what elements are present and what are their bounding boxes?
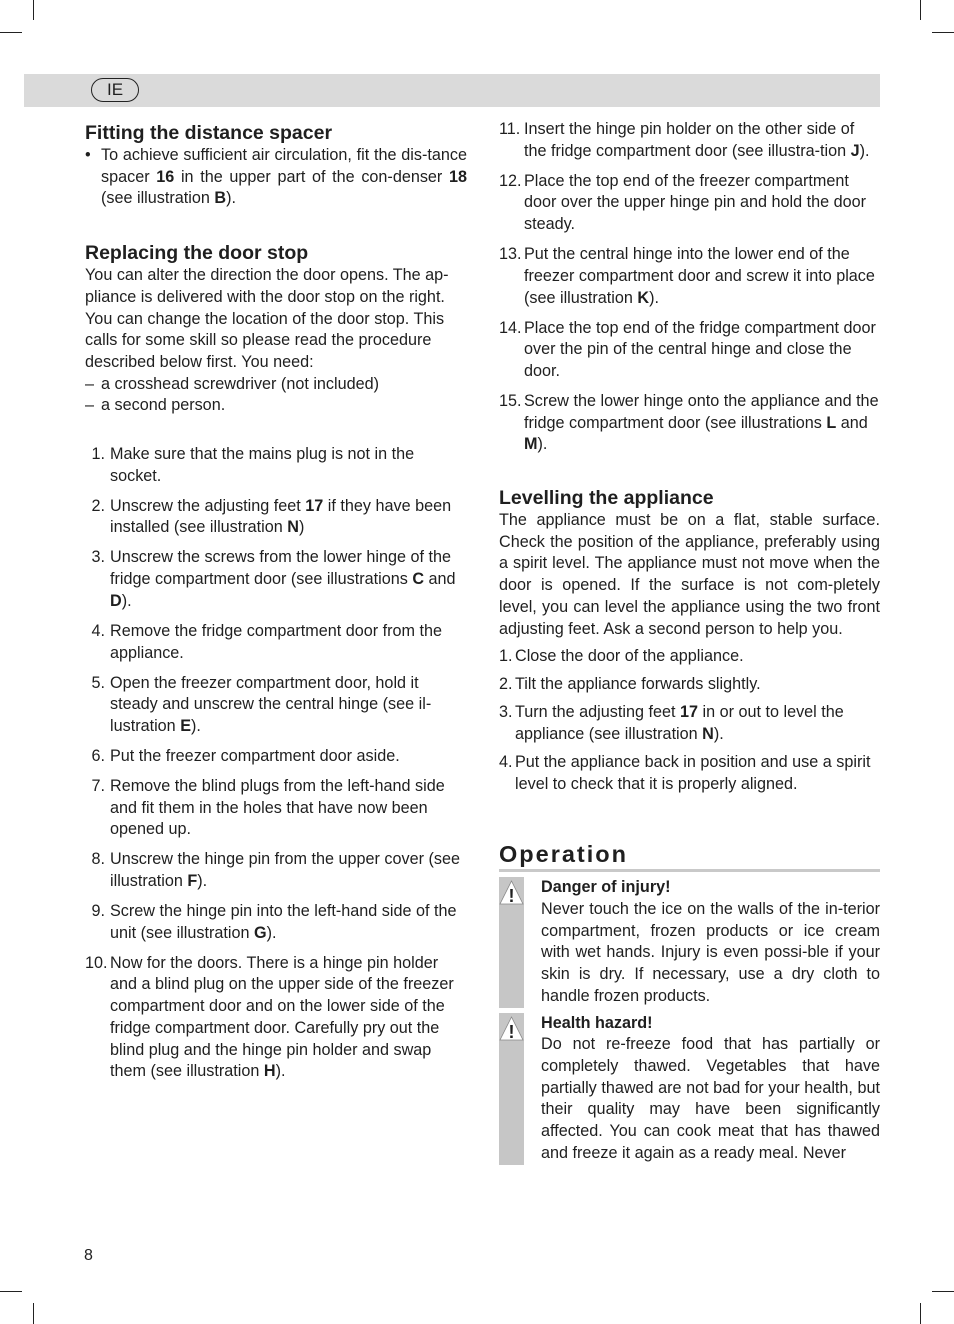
text: ). (713, 724, 724, 743)
illustration-ref: G (253, 923, 267, 942)
illustration-ref: M (524, 435, 538, 454)
list-item (85, 673, 467, 738)
text: Put the central hinge into the lower end of the freezer compartment door and screw it into place (see illustration (524, 245, 875, 307)
text: ). (191, 716, 201, 735)
text: and (836, 413, 868, 432)
spacer-bullet (85, 145, 467, 210)
step-number: 6. (91, 746, 105, 765)
text: a second person. (101, 396, 226, 415)
text: if they have been installed (see illustration (110, 496, 452, 537)
step-number: 3. (91, 548, 105, 567)
crop-mark (0, 1291, 22, 1292)
illustration-ref: N (287, 518, 299, 537)
illustration-ref: H (263, 1062, 276, 1081)
ref-number: 17 (305, 496, 324, 515)
section-heading-spacer: Fitting the distance spacer (85, 122, 333, 144)
list-item (499, 646, 880, 668)
list-item (85, 746, 467, 768)
ref-number: 17 (679, 703, 698, 722)
right-column (499, 119, 880, 1165)
language-badge: IE (91, 78, 139, 102)
list-item (85, 547, 467, 612)
step-number: 2. (91, 496, 105, 515)
left-column (85, 121, 467, 1091)
list-item (85, 776, 467, 841)
text: a crosshead screwdriver (not included) (101, 374, 380, 393)
illustration-ref: N (702, 724, 714, 743)
crop-mark (920, 1303, 921, 1324)
section-heading-door-stop: Replacing the door stop (85, 242, 309, 265)
crop-mark (932, 32, 954, 33)
illustration-ref: J (850, 141, 860, 160)
levelling-intro: The appliance must be on a flat, stable surface. Check the position of the appliance, preferably using a spirit level. The appliance must not move when the door is opened. If the surface is not com-pletely level, you can level the appliance using the two front adjusting feet. Ask a second person to help you. (499, 511, 880, 638)
warning-triangle-icon (499, 877, 524, 907)
list-item (499, 318, 880, 383)
text: ). (266, 923, 277, 942)
door-stop-steps-continued (499, 119, 880, 456)
need-item (85, 374, 467, 396)
svg-text:!: ! (508, 886, 515, 907)
crop-mark (33, 1303, 34, 1324)
list-item (499, 244, 880, 309)
text: ). (859, 141, 870, 160)
list-item (499, 674, 880, 696)
step-number: 5. (91, 673, 105, 692)
crop-mark (920, 0, 921, 20)
list-item (499, 702, 880, 745)
bullet-mark: • (85, 146, 91, 164)
step-number: 12. (499, 171, 522, 190)
warning-box (499, 1013, 880, 1165)
door-stop-steps (85, 444, 467, 1083)
text: ). (226, 189, 236, 208)
dash-mark: – (85, 396, 95, 415)
dash-mark: – (85, 374, 95, 393)
step-number: 1. (91, 445, 105, 464)
text: Remove the blind plugs from the left-hand side and fit them in the holes that have now been opened up. (110, 776, 445, 839)
step-number: 8. (91, 850, 105, 869)
text: Put the freezer compartment door aside. (110, 746, 400, 765)
text: Screw the hinge pin into the left-hand side of the unit (see illustration (110, 902, 457, 942)
page-number: 8 (84, 1247, 93, 1264)
illustration-ref: F (187, 872, 198, 891)
warning-text: Never touch the ice on the walls of the in-terior compartment, frozen products or ice cream with wet hands. Injury is even possi-ble if your skin is dry. If necessary, use a dry cloth to handle frozen products. (541, 900, 880, 1005)
list-item (85, 849, 467, 892)
header-bar (24, 74, 880, 107)
text: Unscrew the screws from the lower hinge of the fridge compartment door (see illustrations (110, 548, 451, 589)
step-number: 14. (499, 318, 522, 337)
warning-text: Do not re-freeze food that has partially or completely thawed. Vegetables that have partially thawed are not bad for your health, but their quality may have been significantly affected. You can cook meat that has thawed and freeze it again as a ready meal. Never (541, 1035, 880, 1162)
list-item (85, 496, 467, 539)
text: in the upper part of the con-denser (174, 167, 449, 186)
text: Screw the lower hinge onto the appliance and the fridge compartment door (see illustrations (524, 391, 879, 432)
list-item (85, 444, 467, 487)
list-item (85, 901, 467, 944)
list-item (499, 119, 880, 162)
text: Tilt the appliance forwards slightly. (515, 675, 761, 694)
crop-mark (932, 1291, 954, 1292)
illustration-ref: L (826, 413, 837, 432)
list-item (499, 391, 880, 456)
levelling-steps (499, 646, 880, 795)
list-item (499, 752, 880, 795)
text: Close the door of the appliance. (515, 647, 744, 666)
text: (see illustration (101, 189, 215, 208)
crop-mark (33, 0, 34, 20)
ref-number: 16 (156, 167, 175, 186)
step-number: 1. (499, 647, 513, 666)
text: Put the appliance back in position and use a spirit level to check that it is properly aligned. (515, 752, 871, 793)
section-heading-operation: Operation (499, 839, 880, 872)
text: Insert the hinge pin holder on the other side of the fridge compartment door (see illustra-tion (524, 120, 855, 160)
illustration-ref: C (412, 570, 425, 589)
step-number: 13. (499, 245, 522, 264)
text: and (424, 570, 456, 589)
text: Turn the adjusting feet (515, 703, 680, 722)
text: ) (298, 518, 305, 537)
ref-number: 18 (448, 167, 467, 186)
text: To achieve sufficient air circulation, fit the dis-tance spacer (101, 146, 467, 186)
text: ). (537, 435, 548, 454)
warning-box (499, 877, 880, 1007)
section-heading-levelling: Levelling the appliance (499, 487, 714, 510)
step-number: 2. (499, 675, 513, 694)
text: ). (197, 872, 208, 891)
illustration-ref: D (110, 591, 122, 610)
list-item (85, 953, 467, 1083)
step-number: 9. (91, 902, 105, 921)
text: ). (649, 288, 659, 307)
step-number: 4. (499, 752, 513, 771)
need-item (85, 395, 467, 417)
step-number: 7. (91, 776, 105, 795)
list-item (85, 621, 467, 664)
step-number: 4. (91, 621, 105, 640)
text: Make sure that the mains plug is not in the socket. (110, 445, 415, 485)
text: Open the freezer compartment door, hold it steady and unscrew the central hinge (see il-lustration (110, 673, 432, 735)
text: Now for the doors. There is a hinge pin holder and a blind plug on the upper side of the freezer compartment door and on the lower side of the fridge compartment door. Carefully pry out the blind plug and the hinge pin holder and swap them (see illustration (110, 953, 454, 1081)
step-number: 15. (499, 391, 522, 410)
svg-text:!: ! (508, 1021, 515, 1042)
illustration-ref: K (637, 288, 650, 307)
text: in or out to level the appliance (see illustration (515, 703, 844, 743)
text: ). (275, 1062, 286, 1081)
warning-title: Health hazard! (541, 1013, 653, 1032)
illustration-ref: E (180, 716, 191, 735)
warning-title: Danger of injury! (541, 878, 671, 897)
text: Unscrew the adjusting feet (110, 496, 306, 515)
text: Unscrew the hinge pin from the upper cover (see illustration (110, 850, 461, 891)
text: ). (121, 591, 132, 610)
text: Remove the fridge compartment door from the appliance. (110, 621, 442, 662)
step-number: 10. (85, 953, 108, 972)
list-item (499, 171, 880, 236)
step-number: 11. (499, 120, 521, 138)
crop-mark (0, 32, 22, 33)
warning-triangle-icon (499, 1013, 524, 1043)
text: Place the top end of the fridge compartment door over the pin of the central hinge and close the door. (524, 318, 876, 380)
step-number: 3. (499, 703, 513, 722)
illustration-ref: B (214, 189, 227, 208)
door-stop-intro: You can alter the direction the door opens. The ap-pliance is delivered with the door stop on the right. You can change the location of the door stop. This calls for some skill so please read the procedure described below first. You need: (85, 266, 449, 371)
text: Place the top end of the freezer compartment door over the upper hinge pin and hold the door steady. (524, 171, 866, 234)
